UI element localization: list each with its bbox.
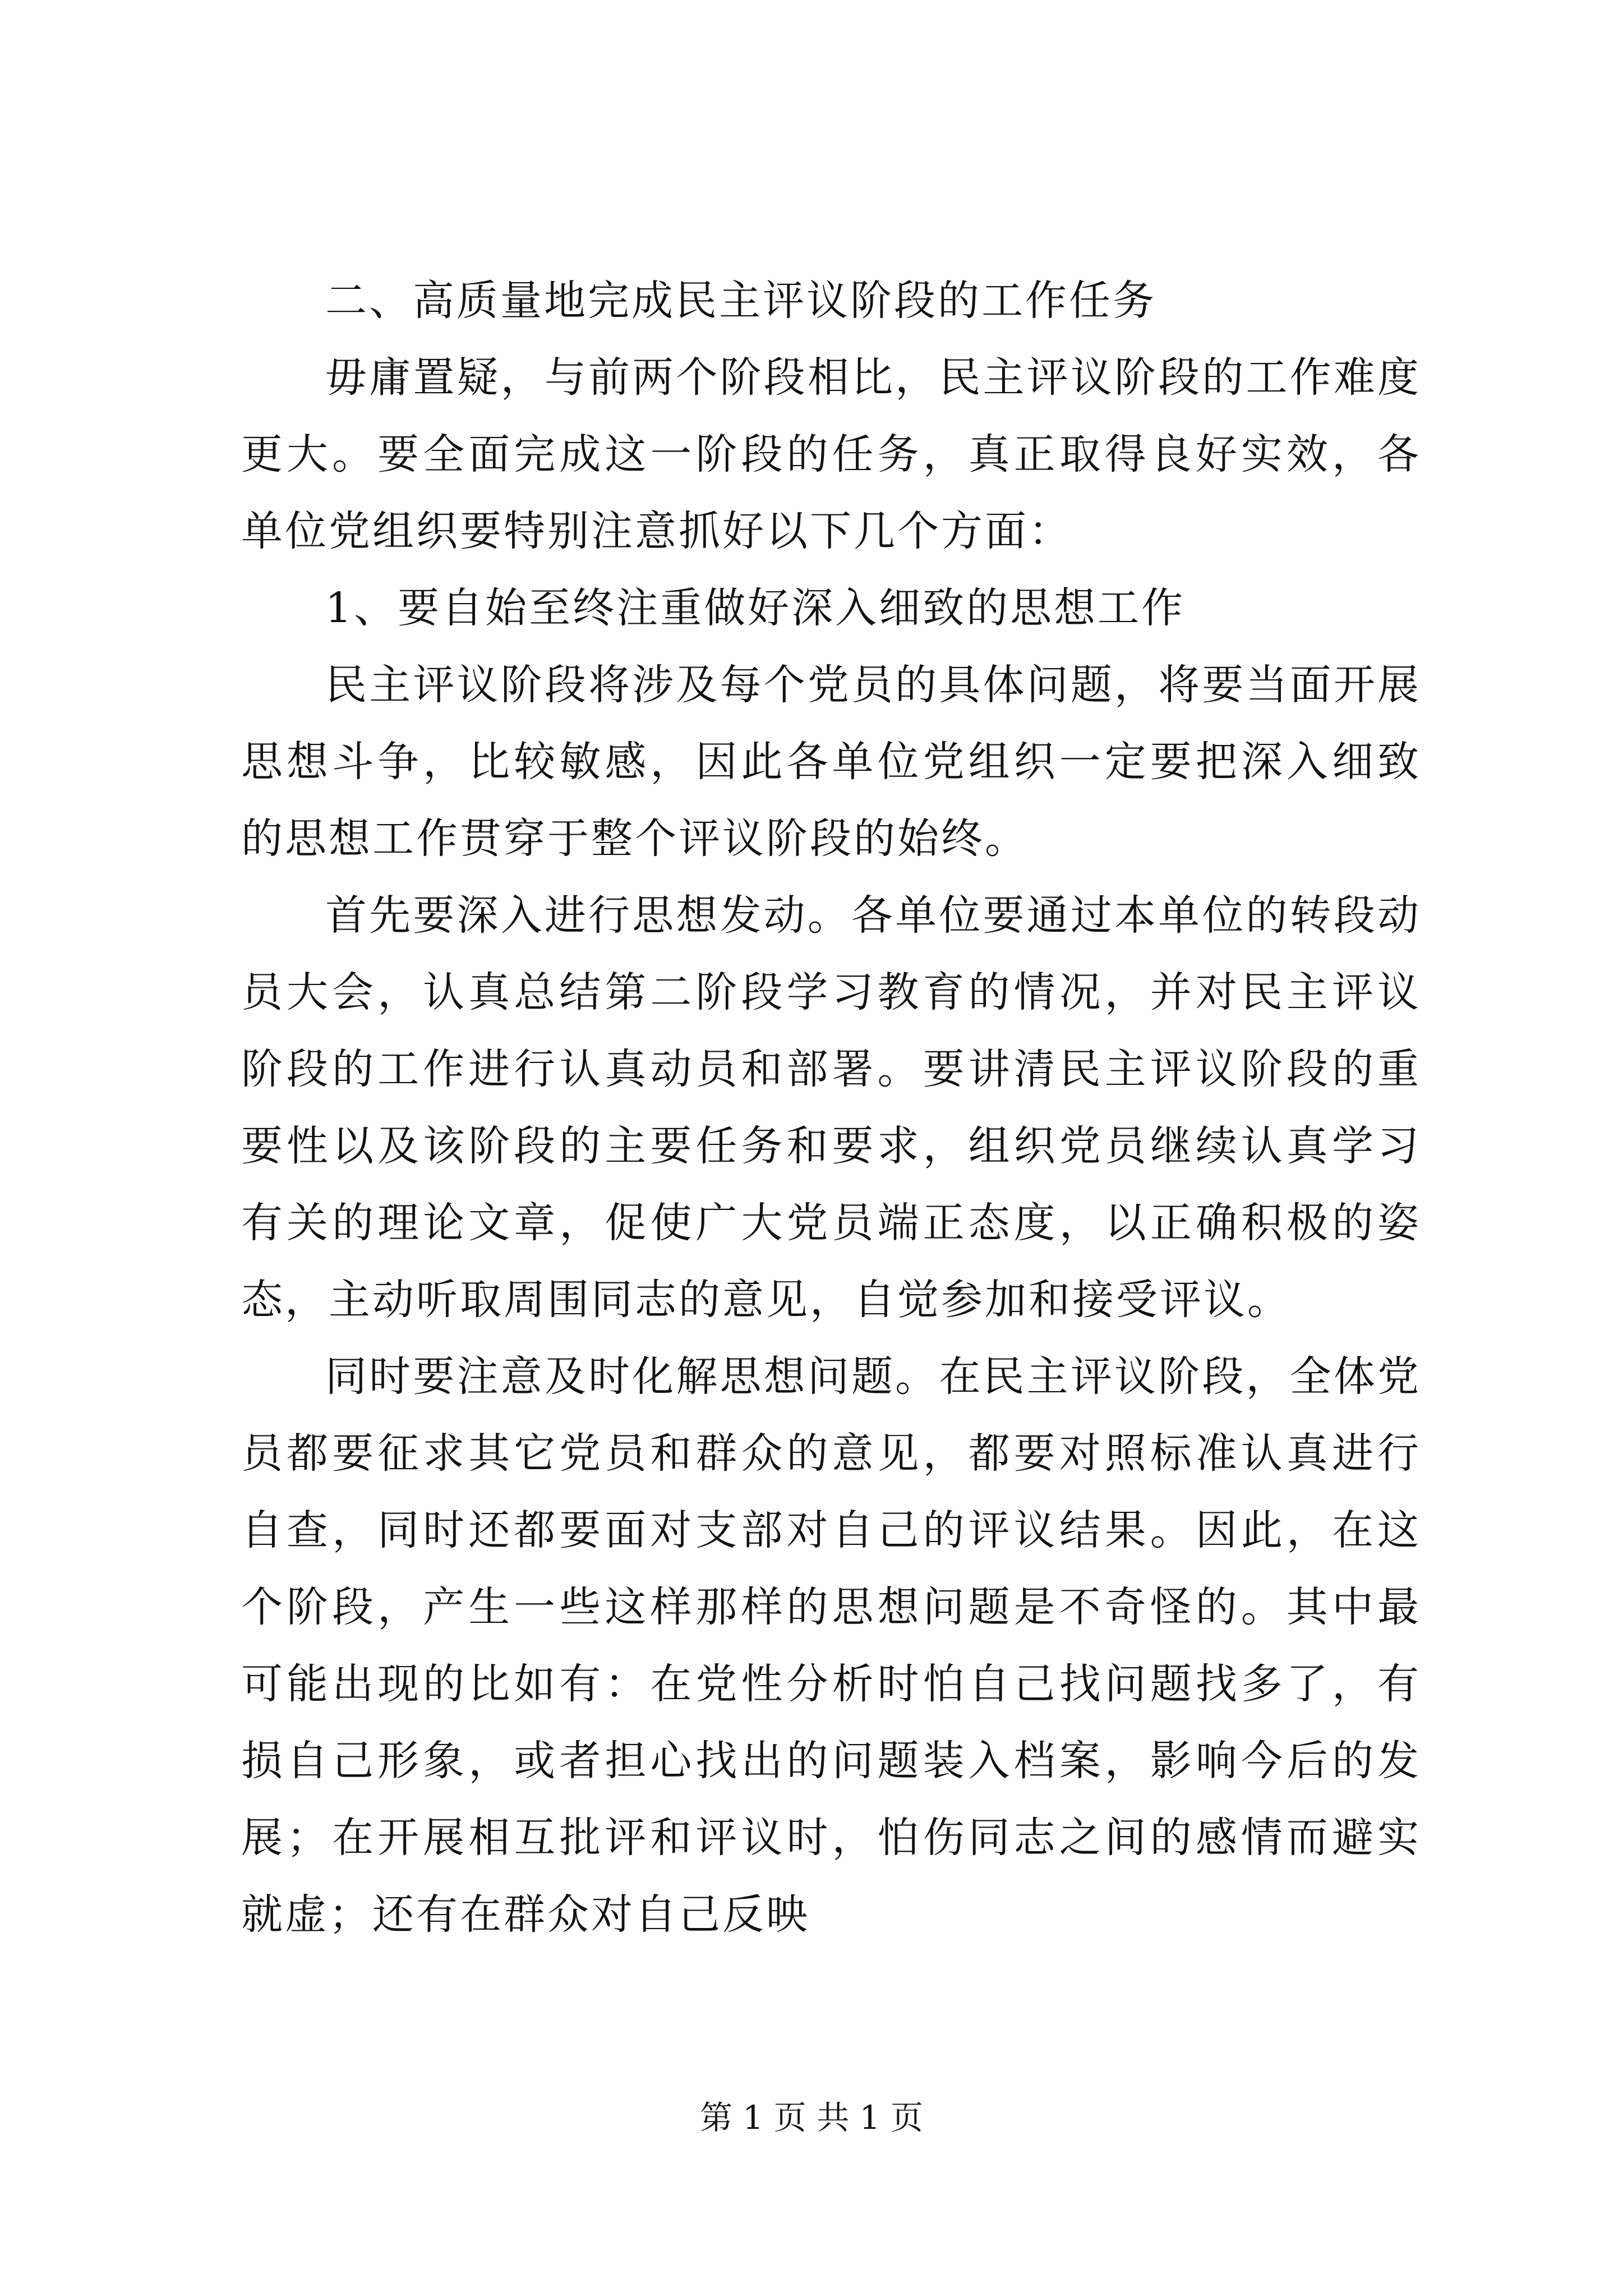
paragraph: 首先要深入进行思想发动。各单位要通过本单位的转段动员大会，认真总结第二阶段学习教育的情况，并对民主评议阶段的工作进行认真动员和部署。要讲清民主评议阶段的重要性以及该阶段的主要任务和要求，组织党员继续认真学习有关的理论文章，促使广大党员端正态度，以正确积极的姿态，主动听取周围同志的意见，自觉参加和接受评议。	[241, 891, 1421, 1324]
page-footer: 第 1 页 共 1 页	[700, 2099, 923, 2137]
document-body	[241, 263, 1421, 1953]
section-heading: 二、高质量地完成民主评议阶段的工作任务	[325, 277, 1156, 325]
paragraph: 同时要注意及时化解思想问题。在民主评议阶段，全体党员都要征求其它党员和群众的意见，都要对照标准认真进行自查，同时还都要面对支部对自己的评议结果。因此，在这个阶段，产生一些这样那样的思想问题是不奇怪的。其中最可能出现的比如有：在党性分析时怕自己找问题找多了，有损自己形象，或者担心找出的问题装入档案，影响今后的发展；在开展相互批评和评议时，怕伤同志之间的感情而避实就虚；还有在群众对自己反映	[241, 1352, 1421, 1939]
subsection-heading: 1、要自始至终注重做好深入细致的思想工作	[325, 584, 1186, 632]
paragraph: 民主评议阶段将涉及每个党员的具体问题，将要当面开展思想斗争，比较敏感，因此各单位党组织一定要把深入细致的思想工作贯穿于整个评议阶段的始终。	[241, 661, 1421, 863]
paragraph: 毋庸置疑，与前两个阶段相比，民主评议阶段的工作难度更大。要全面完成这一阶段的任务，真正取得良好实效，各单位党组织要特别注意抓好以下几个方面：	[241, 353, 1421, 555]
